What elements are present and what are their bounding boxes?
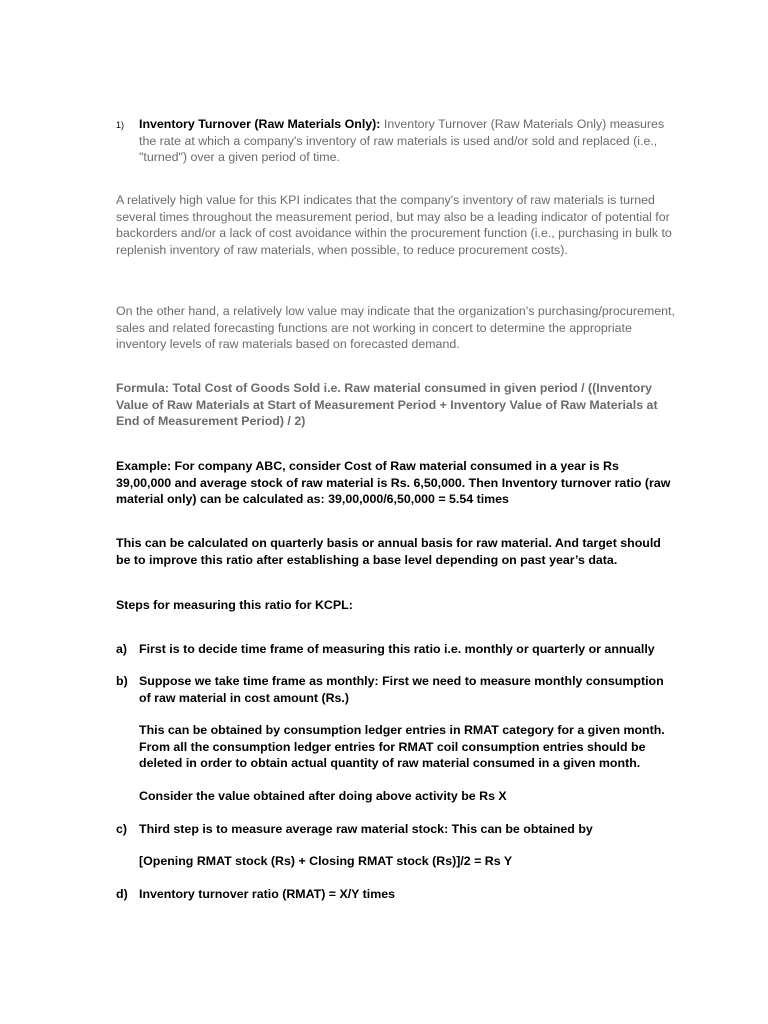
step-a [116, 641, 676, 658]
step-b-label: b) [116, 674, 128, 688]
step-a-label: a) [116, 642, 128, 656]
formula-paragraph: Formula: Total Cost of Goods Sold i.e. Raw material consumed in given period / ((Inventory Value of Raw Materials at Start of Measurement Period + Inventory Value of Raw Materials at End of Measurement Period) / 2) [116, 381, 658, 428]
step-c-label: c) [116, 822, 128, 836]
item-1-number: 1) [116, 120, 125, 130]
example-paragraph: Example: For company ABC, consider Cost of Raw material consumed in a year is Rs 39,00,000 and average stock of raw material is Rs. 6,50,000. Then Inventory turnover ratio (raw material only) can be calculated as: 39,00,000/6,50,000 = 5.54 times [116, 459, 671, 506]
item-1-text: Inventory Turnover (Raw Materials Only) measures the rate at which a company's inventory of raw materials is used and/or sold and replaced (i.e., "turned") over a given period of time. [139, 117, 665, 164]
paragraph-low-value: On the other hand, a relatively low value may indicate that the organization's purchasing/procurement, sales and related forecasting functions are not working in concert to determine the appropriate inventory levels of raw materials based on forecasted demand. [116, 304, 675, 351]
step-a-text: First is to decide time frame of measuring this ratio i.e. monthly or quarterly or annually [139, 642, 655, 656]
item-1 [116, 116, 676, 166]
item-1-heading: Inventory Turnover (Raw Materials Only): [139, 117, 381, 131]
step-d [116, 886, 676, 903]
calc-basis-paragraph: This can be calculated on quarterly basis or annual basis for raw material. And target should be to improve this ratio after establishing a base level depending on past year’s data. [116, 536, 661, 567]
step-c-text: Third step is to measure average raw material stock: This can be obtained by [139, 822, 593, 836]
step-d-label: d) [116, 887, 128, 901]
step-b [116, 673, 676, 706]
step-c-sub1: [Opening RMAT stock (Rs) + Closing RMAT stock (Rs)]/2 = Rs Y [139, 854, 513, 868]
step-b-text: Suppose we take time frame as monthly: First we need to measure monthly consumption of raw material in cost amount (Rs.) [139, 674, 664, 705]
item-1-body [139, 116, 676, 166]
step-d-text: Inventory turnover ratio (RMAT) = X/Y times [139, 887, 396, 901]
step-c [116, 821, 676, 838]
step-b-sub2: Consider the value obtained after doing above activity be Rs X [139, 789, 507, 803]
step-b-sub1: This can be obtained by consumption ledger entries in RMAT category for a given month. From all the consumption ledger entries for RMAT coil consumption entries should be deleted in order to obtain actual quantity of raw material consumed in a given month. [139, 723, 665, 770]
steps-heading: Steps for measuring this ratio for KCPL: [116, 598, 353, 612]
paragraph-high-value: A relatively high value for this KPI indicates that the company's inventory of raw materials is turned several times throughout the measurement period, but may also be a leading indicator of potential for backorders and/or a lack of cost avoidance within the procurement function (i.e., purchasing in bulk to replenish inventory of raw materials, when possible, to reduce procurement costs). [116, 193, 672, 257]
